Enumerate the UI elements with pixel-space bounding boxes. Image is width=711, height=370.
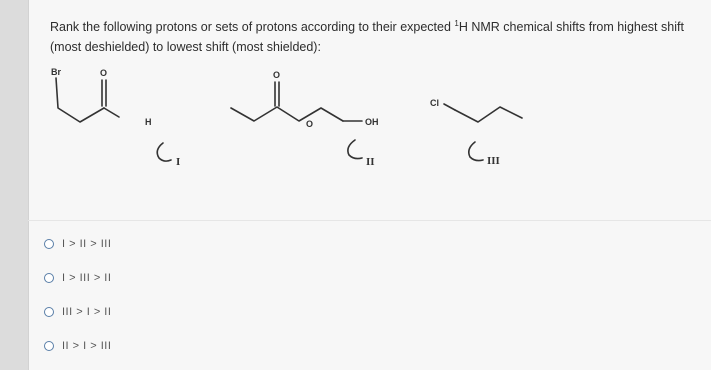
- structure-2-o-ester-label: O: [306, 119, 314, 129]
- structure-3-pointer-arrow: [469, 142, 483, 161]
- structure-2-numeral: II: [366, 156, 375, 168]
- structure-1-pointer-arrow: [157, 143, 171, 161]
- structure-1-br-label: Br: [51, 67, 62, 77]
- structure-2-oh-label: OH: [365, 117, 379, 127]
- structure-2-skeleton: [231, 107, 343, 121]
- radio-button[interactable]: [44, 239, 54, 249]
- structure-3-cl-bond: [444, 104, 455, 110]
- answer-option-label: I > III > II: [62, 272, 112, 284]
- structure-3-cl-label: Cl: [430, 98, 439, 108]
- question-line1-suffix: H NMR chemical shifts from highest shift: [458, 20, 684, 34]
- answer-option-label: II > I > III: [62, 340, 112, 352]
- question-line1-prefix: Rank the following protons or sets of protons according to their expected: [50, 20, 455, 34]
- structure-1-h-label: H: [145, 117, 152, 127]
- answer-option-3[interactable]: [44, 304, 111, 320]
- structure-1-numeral: I: [176, 156, 181, 168]
- structure-2: [231, 82, 362, 159]
- structure-3: [444, 104, 522, 161]
- structure-1-aldehyde-ch: [104, 108, 119, 117]
- structure-2-pointer-arrow: [348, 140, 362, 159]
- answer-option-4[interactable]: [44, 338, 111, 354]
- question-superscript: 1: [454, 19, 459, 28]
- structure-3-numeral: III: [487, 155, 500, 167]
- structure-2-o-top-label: O: [273, 70, 281, 80]
- radio-button[interactable]: [44, 307, 54, 317]
- answer-option-label: I > II > III: [62, 238, 112, 250]
- structure-1-skeleton: [56, 78, 104, 122]
- divider: [28, 220, 711, 221]
- answer-option-1[interactable]: [44, 236, 111, 252]
- structure-1-o-label: O: [100, 68, 108, 78]
- radio-button[interactable]: [44, 341, 54, 351]
- structure-3-skeleton: [455, 107, 522, 122]
- question-line2: (most deshielded) to lowest shift (most shielded):: [50, 40, 321, 54]
- answer-option-label: III > I > II: [62, 306, 112, 318]
- structure-1: [56, 78, 171, 161]
- radio-button[interactable]: [44, 273, 54, 283]
- answer-option-2[interactable]: [44, 270, 111, 286]
